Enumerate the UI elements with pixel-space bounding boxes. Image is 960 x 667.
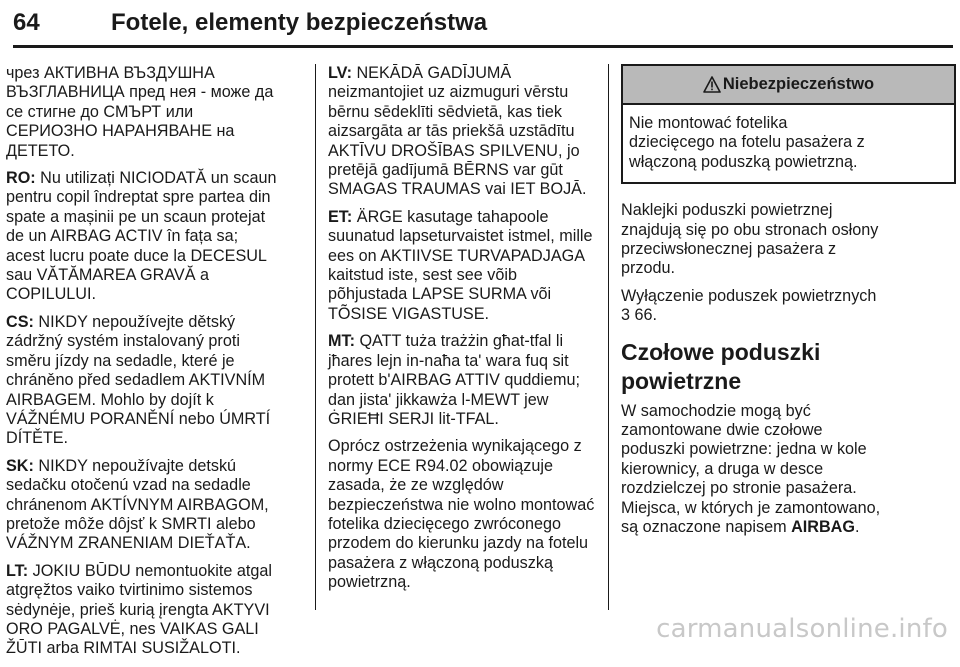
page-header — [0, 0, 960, 57]
paragraph-text: QATT tuża trażżin għat-tfal li jħares lejn in-naħa ta' wara fuq sit protett b'AIRBAG ATTIV quddiemu; dan jista' jikkawża l-MEWT jew ĠRIEĦI SERJI lit-TFAL. — [328, 332, 581, 428]
language-code-ro: RO: — [6, 169, 36, 188]
paragraph-romanian — [6, 169, 304, 305]
paragraph-airbag-stickers: Naklejki poduszki powietrznej znajdują się po obu stronach osłony przeciwsłonecznej pasażera z przodu. — [621, 201, 879, 278]
paragraph-text: NIKDY nepoužívejte dětský zádržný systém instalovaný proti směru jízdy na sedadle, které je chráněno před sedadlem AKTIVNÍM AIRBAGEM. Mohlo by dojít k VÁŽNÉMU PORANĚNÍ nebo ÚMRTÍ DÍTĚTE. — [6, 312, 271, 448]
page-number: 64 — [13, 9, 40, 36]
page-title: Fotele, elementy bezpieczeństwa — [111, 9, 488, 36]
watermark: carmanualsonline.info — [656, 614, 948, 644]
language-code-mt: MT: — [328, 332, 355, 351]
airbag-label: AIRBAG — [791, 518, 855, 537]
language-code-cs: CS: — [6, 312, 34, 331]
paragraph-latvian — [328, 64, 598, 200]
paragraph-czech — [6, 313, 304, 449]
paragraph-maltese — [328, 332, 598, 429]
paragraph-text: NEKĀDĀ GADĪJUMĀ neizmantojiet uz aizmuguri vērstu bērnu sēdeklīti sēdvietā, kas tiek aizsargāta ar tās priekšā uzstādītu AKTĪVU DROŠĪBAS SPILVENU, jo pretējā gadījumā BĒRNS var gūt SMAGAS TRAUMAS vai IET BOJĀ. — [328, 64, 587, 199]
paragraph-text: NIKDY nepoužívajte detskú sedačku otočenú vzad na sedadle chránenom AKTÍVNYM AIRBAGOM, pretože môže dôjsť k SMRTI alebo VÁŽNYM ZRANENIAM DIEŤAŤA. — [6, 456, 269, 553]
paragraph-text: Wyłączenie poduszek powietrznych — [621, 286, 877, 305]
paragraph-text: Nu utilizați NICIODATĂ un scaun pentru copil îndreptat spre partea din spate a mașinii pe un scaun protejat de un AIRBAG ACTIV în fața sa; acest lucru poate duce la DECESUL sau VĂTĂMAREA GRAVĂ a COPILULUI. — [6, 169, 277, 304]
paragraph-slovak — [6, 457, 304, 554]
text-column-1 — [6, 64, 304, 667]
section-title: Czołowe poduszki powietrzne — [621, 338, 821, 394]
paragraph-bulgarian: чрез АКТИВНА ВЪЗДУШНА ВЪЗГЛАВНИЦА пред нея - може да се стигне до СМЪРТ или СЕРИОЗНО НАРАНЯВАНЕ на ДЕТЕТО. — [6, 64, 274, 160]
page-reference-link[interactable]: 66. — [630, 306, 658, 325]
danger-warning-box — [621, 64, 956, 184]
paragraph-estonian — [328, 208, 598, 324]
paragraph-text: ÄRGE kasutage tahapoole suunatud lapseturvaistet istmel, mille ees on AKTIIVSE TURVAPADJAGA kaitstud iste, sest see võib põhjustada LAPSE SURMA või TÕSISE VIGASTUSE. — [328, 207, 593, 323]
language-code-et: ET: — [328, 207, 353, 226]
paragraph-lithuanian — [6, 562, 304, 659]
paragraph-text: W samochodzie mogą być zamontowane dwie czołowe poduszki powietrzne: jedna w kole kierownicy, a druga w desce rozdzielczej po stronie pasażera. Miejsca, w których je zamontowano, są oznaczone napisem — [621, 401, 881, 537]
paragraph-text: JOKIU BŪDU nemontuokite atgal atgręžtos vaiko tvirtinimo sistemos sėdynėje, prieš kurią įrengta AKTYVI ORO PAGALVĖ, nes VAIKAS GALI ŽŪTI arba RIMTAI SUSIŽALOTI. — [6, 561, 272, 658]
warning-header — [623, 66, 954, 105]
column-divider — [608, 64, 609, 610]
language-code-lv: LV: — [328, 64, 352, 82]
text-column-3 — [621, 64, 956, 546]
language-code-lt: LT: — [6, 561, 29, 580]
warning-text: Nie montować fotelika dziecięcego na fotelu pasażera z włączoną poduszką powietrzną. — [629, 114, 865, 171]
warning-title: Niebezpieczeństwo — [722, 74, 875, 93]
header-divider — [13, 45, 953, 48]
page-reference-icon[interactable]: 3 — [621, 306, 631, 325]
paragraph-front-airbags — [621, 402, 956, 538]
paragraph-end: . — [854, 518, 860, 537]
language-code-sk: SK: — [6, 456, 34, 475]
column-divider — [315, 64, 316, 610]
text-column-2 — [328, 64, 598, 601]
paragraph-airbag-deactivation — [621, 287, 956, 326]
warning-triangle-icon — [703, 76, 721, 93]
paragraph-polish-rule: Oprócz ostrzeżenia wynikającego z normy ECE R94.02 obowiązuje zasada, że ze względów bezpieczeństwa nie wolno montować fotelika dziecięcego zwróconego przodem do kierunku jazdy na fotelu pasażera z włączoną poduszką powietrzną. — [328, 437, 595, 592]
